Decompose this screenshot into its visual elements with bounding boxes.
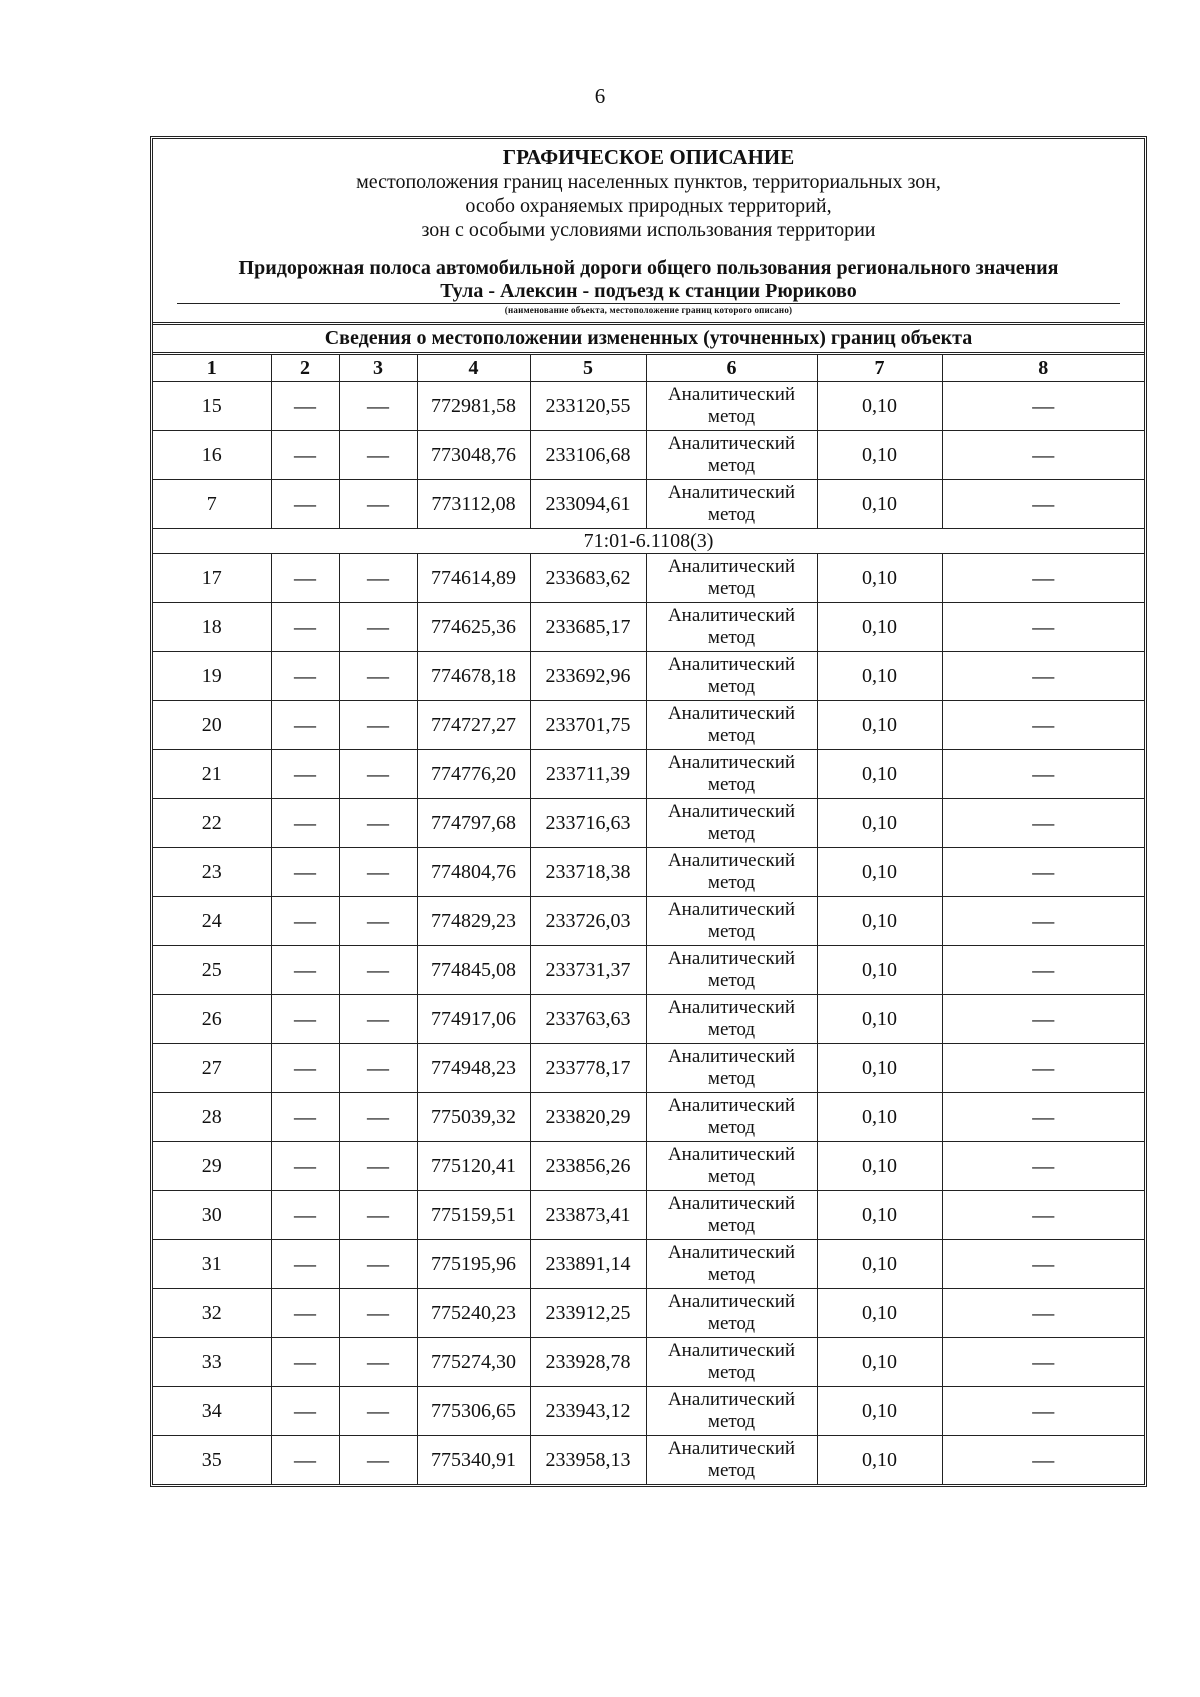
coord-x-cell: 774727,27 <box>417 701 530 750</box>
coord-x-cell: 774829,23 <box>417 897 530 946</box>
table-row <box>153 1044 1144 1093</box>
point-number-cell: 18 <box>153 603 271 652</box>
subtitle-line: зон с особыми условиями использования территории <box>421 219 876 241</box>
col-8-cell: — <box>942 1338 1144 1387</box>
coord-y-cell: 233701,75 <box>530 701 646 750</box>
col-8-cell: — <box>942 946 1144 995</box>
col-3-cell: — <box>339 897 417 946</box>
coordinates-table <box>153 352 1144 1484</box>
table-row <box>153 946 1144 995</box>
method-cell: Аналитический метод <box>646 603 817 652</box>
col-2-cell: — <box>271 897 339 946</box>
table-row <box>153 1191 1144 1240</box>
col-2-cell: — <box>271 1338 339 1387</box>
col-8-cell: — <box>942 799 1144 848</box>
coord-x-cell: 775274,30 <box>417 1338 530 1387</box>
method-cell: Аналитический метод <box>646 554 817 603</box>
table-row <box>153 382 1144 431</box>
method-cell: Аналитический метод <box>646 1436 817 1485</box>
table-header-row <box>153 354 1144 382</box>
point-number-cell: 19 <box>153 652 271 701</box>
col-2-cell: — <box>271 1387 339 1436</box>
precision-cell: 0,10 <box>817 1387 942 1436</box>
coord-y-cell: 233928,78 <box>530 1338 646 1387</box>
col-8-cell: — <box>942 701 1144 750</box>
col-3-cell: — <box>339 799 417 848</box>
coord-x-cell: 775039,32 <box>417 1093 530 1142</box>
point-number-cell: 32 <box>153 1289 271 1338</box>
table-row <box>153 799 1144 848</box>
precision-cell: 0,10 <box>817 946 942 995</box>
col-3-cell: — <box>339 750 417 799</box>
precision-cell: 0,10 <box>817 603 942 652</box>
coord-x-cell: 774797,68 <box>417 799 530 848</box>
col-8-cell: — <box>942 1240 1144 1289</box>
object-name-line1: Придорожная полоса автомобильной дороги общего пользования регионального значения <box>238 257 1059 279</box>
coord-y-cell: 233820,29 <box>530 1093 646 1142</box>
col-2-cell: — <box>271 701 339 750</box>
col-2-cell: — <box>271 995 339 1044</box>
method-cell: Аналитический метод <box>646 1142 817 1191</box>
precision-cell: 0,10 <box>817 1436 942 1485</box>
precision-cell: 0,10 <box>817 1191 942 1240</box>
point-number-cell: 29 <box>153 1142 271 1191</box>
table-row <box>153 480 1144 529</box>
coord-x-cell: 774845,08 <box>417 946 530 995</box>
coord-x-cell: 774917,06 <box>417 995 530 1044</box>
coord-x-cell: 774948,23 <box>417 1044 530 1093</box>
point-number-cell: 34 <box>153 1387 271 1436</box>
col-2-cell: — <box>271 431 339 480</box>
col-8-cell: — <box>942 1436 1144 1485</box>
col-3-cell: — <box>339 1338 417 1387</box>
table-row <box>153 652 1144 701</box>
coord-x-cell: 775240,23 <box>417 1289 530 1338</box>
method-cell: Аналитический метод <box>646 1387 817 1436</box>
group-label: 71:01-6.1108(3) <box>153 529 1144 554</box>
coord-x-cell: 774678,18 <box>417 652 530 701</box>
method-cell: Аналитический метод <box>646 1191 817 1240</box>
table-row <box>153 1142 1144 1191</box>
table-row <box>153 1387 1144 1436</box>
col-3-cell: — <box>339 1191 417 1240</box>
column-header: 7 <box>817 354 942 382</box>
coord-y-cell: 233726,03 <box>530 897 646 946</box>
table-row <box>153 1338 1144 1387</box>
point-number-cell: 22 <box>153 799 271 848</box>
precision-cell: 0,10 <box>817 1338 942 1387</box>
col-2-cell: — <box>271 1142 339 1191</box>
column-header: 8 <box>942 354 1144 382</box>
coord-y-cell: 233106,68 <box>530 431 646 480</box>
page-number: 6 <box>594 84 606 108</box>
coord-x-cell: 774625,36 <box>417 603 530 652</box>
method-cell: Аналитический метод <box>646 995 817 1044</box>
col-3-cell: — <box>339 1289 417 1338</box>
coord-y-cell: 233683,62 <box>530 554 646 603</box>
method-cell: Аналитический метод <box>646 946 817 995</box>
col-8-cell: — <box>942 603 1144 652</box>
method-cell: Аналитический метод <box>646 1093 817 1142</box>
col-8-cell: — <box>942 480 1144 529</box>
method-cell: Аналитический метод <box>646 1240 817 1289</box>
method-cell: Аналитический метод <box>646 1338 817 1387</box>
coord-y-cell: 233873,41 <box>530 1191 646 1240</box>
col-8-cell: — <box>942 1289 1144 1338</box>
col-3-cell: — <box>339 554 417 603</box>
col-3-cell: — <box>339 480 417 529</box>
table-row <box>153 1240 1144 1289</box>
table-row <box>153 1093 1144 1142</box>
coord-y-cell: 233856,26 <box>530 1142 646 1191</box>
table-row <box>153 431 1144 480</box>
col-8-cell: — <box>942 848 1144 897</box>
table-body <box>153 382 1144 1485</box>
method-cell: Аналитический метод <box>646 480 817 529</box>
precision-cell: 0,10 <box>817 652 942 701</box>
precision-cell: 0,10 <box>817 1142 942 1191</box>
point-number-cell: 33 <box>153 1338 271 1387</box>
precision-cell: 0,10 <box>817 1289 942 1338</box>
coord-x-cell: 775306,65 <box>417 1387 530 1436</box>
precision-cell: 0,10 <box>817 554 942 603</box>
document-frame <box>150 136 1147 1487</box>
col-8-cell: — <box>942 652 1144 701</box>
method-cell: Аналитический метод <box>646 382 817 431</box>
column-header: 1 <box>153 354 271 382</box>
col-2-cell: — <box>271 1240 339 1289</box>
group-row <box>153 529 1144 554</box>
col-3-cell: — <box>339 701 417 750</box>
point-number-cell: 35 <box>153 1436 271 1485</box>
coord-y-cell: 233763,63 <box>530 995 646 1044</box>
document-header <box>153 139 1144 322</box>
col-8-cell: — <box>942 1044 1144 1093</box>
precision-cell: 0,10 <box>817 382 942 431</box>
column-header: 4 <box>417 354 530 382</box>
col-3-cell: — <box>339 1044 417 1093</box>
table-row <box>153 897 1144 946</box>
col-2-cell: — <box>271 554 339 603</box>
coord-y-cell: 233685,17 <box>530 603 646 652</box>
point-number-cell: 21 <box>153 750 271 799</box>
col-3-cell: — <box>339 1142 417 1191</box>
table-row <box>153 848 1144 897</box>
column-header: 5 <box>530 354 646 382</box>
point-number-cell: 17 <box>153 554 271 603</box>
point-number-cell: 31 <box>153 1240 271 1289</box>
col-2-cell: — <box>271 1436 339 1485</box>
coord-x-cell: 772981,58 <box>417 382 530 431</box>
precision-cell: 0,10 <box>817 897 942 946</box>
column-header: 6 <box>646 354 817 382</box>
col-2-cell: — <box>271 603 339 652</box>
point-number-cell: 15 <box>153 382 271 431</box>
coord-y-cell: 233716,63 <box>530 799 646 848</box>
document-title: ГРАФИЧЕСКОЕ ОПИСАНИЕ <box>502 145 795 169</box>
method-cell: Аналитический метод <box>646 1044 817 1093</box>
point-number-cell: 16 <box>153 431 271 480</box>
col-3-cell: — <box>339 1093 417 1142</box>
table-row <box>153 1436 1144 1485</box>
subtitle-line: особо охраняемых природных территорий, <box>465 195 832 217</box>
col-2-cell: — <box>271 750 339 799</box>
col-3-cell: — <box>339 652 417 701</box>
method-cell: Аналитический метод <box>646 897 817 946</box>
col-3-cell: — <box>339 848 417 897</box>
coord-y-cell: 233120,55 <box>530 382 646 431</box>
col-2-cell: — <box>271 946 339 995</box>
coord-x-cell: 774776,20 <box>417 750 530 799</box>
precision-cell: 0,10 <box>817 701 942 750</box>
col-8-cell: — <box>942 1093 1144 1142</box>
table-row <box>153 603 1144 652</box>
method-cell: Аналитический метод <box>646 701 817 750</box>
subtitle-line: местоположения границ населенных пунктов, территориальных зон, <box>356 171 941 193</box>
point-number-cell: 30 <box>153 1191 271 1240</box>
col-8-cell: — <box>942 897 1144 946</box>
coord-x-cell: 774804,76 <box>417 848 530 897</box>
coord-y-cell: 233692,96 <box>530 652 646 701</box>
col-8-cell: — <box>942 431 1144 480</box>
col-2-cell: — <box>271 848 339 897</box>
method-cell: Аналитический метод <box>646 799 817 848</box>
coord-y-cell: 233731,37 <box>530 946 646 995</box>
point-number-cell: 20 <box>153 701 271 750</box>
col-3-cell: — <box>339 1240 417 1289</box>
precision-cell: 0,10 <box>817 1044 942 1093</box>
point-number-cell: 26 <box>153 995 271 1044</box>
precision-cell: 0,10 <box>817 750 942 799</box>
col-3-cell: — <box>339 946 417 995</box>
col-2-cell: — <box>271 1191 339 1240</box>
precision-cell: 0,10 <box>817 1240 942 1289</box>
method-cell: Аналитический метод <box>646 431 817 480</box>
col-8-cell: — <box>942 1142 1144 1191</box>
col-2-cell: — <box>271 652 339 701</box>
col-3-cell: — <box>339 382 417 431</box>
col-2-cell: — <box>271 1093 339 1142</box>
col-3-cell: — <box>339 1387 417 1436</box>
col-8-cell: — <box>942 1387 1144 1436</box>
coord-x-cell: 773112,08 <box>417 480 530 529</box>
object-name-line2: Тула - Алексин - подъезд к станции Рюриково <box>177 280 1120 304</box>
coord-y-cell: 233711,39 <box>530 750 646 799</box>
col-2-cell: — <box>271 799 339 848</box>
precision-cell: 0,10 <box>817 848 942 897</box>
col-3-cell: — <box>339 995 417 1044</box>
coord-x-cell: 775340,91 <box>417 1436 530 1485</box>
col-8-cell: — <box>942 382 1144 431</box>
col-2-cell: — <box>271 480 339 529</box>
coord-y-cell: 233958,13 <box>530 1436 646 1485</box>
coord-y-cell: 233094,61 <box>530 480 646 529</box>
col-8-cell: — <box>942 1191 1144 1240</box>
column-header: 3 <box>339 354 417 382</box>
point-number-cell: 23 <box>153 848 271 897</box>
table-row <box>153 750 1144 799</box>
coord-x-cell: 773048,76 <box>417 431 530 480</box>
coord-y-cell: 233778,17 <box>530 1044 646 1093</box>
precision-cell: 0,10 <box>817 1093 942 1142</box>
precision-cell: 0,10 <box>817 995 942 1044</box>
coord-x-cell: 775120,41 <box>417 1142 530 1191</box>
point-number-cell: 25 <box>153 946 271 995</box>
column-header: 2 <box>271 354 339 382</box>
col-3-cell: — <box>339 603 417 652</box>
col-2-cell: — <box>271 1289 339 1338</box>
precision-cell: 0,10 <box>817 431 942 480</box>
col-8-cell: — <box>942 995 1144 1044</box>
coord-y-cell: 233718,38 <box>530 848 646 897</box>
col-3-cell: — <box>339 1436 417 1485</box>
section-title: Сведения о местоположении измененных (уточненных) границ объекта <box>153 322 1144 352</box>
method-cell: Аналитический метод <box>646 848 817 897</box>
object-caption: (наименование объекта, местоположение границ которого описано) <box>504 305 793 315</box>
point-number-cell: 28 <box>153 1093 271 1142</box>
method-cell: Аналитический метод <box>646 1289 817 1338</box>
coord-x-cell: 775195,96 <box>417 1240 530 1289</box>
method-cell: Аналитический метод <box>646 652 817 701</box>
precision-cell: 0,10 <box>817 799 942 848</box>
col-8-cell: — <box>942 554 1144 603</box>
table-row <box>153 995 1144 1044</box>
table-row <box>153 1289 1144 1338</box>
coord-y-cell: 233912,25 <box>530 1289 646 1338</box>
col-8-cell: — <box>942 750 1144 799</box>
col-2-cell: — <box>271 1044 339 1093</box>
coord-x-cell: 774614,89 <box>417 554 530 603</box>
point-number-cell: 27 <box>153 1044 271 1093</box>
table-row <box>153 554 1144 603</box>
coord-y-cell: 233891,14 <box>530 1240 646 1289</box>
coord-y-cell: 233943,12 <box>530 1387 646 1436</box>
precision-cell: 0,10 <box>817 480 942 529</box>
coord-x-cell: 775159,51 <box>417 1191 530 1240</box>
col-2-cell: — <box>271 382 339 431</box>
table-row <box>153 701 1144 750</box>
method-cell: Аналитический метод <box>646 750 817 799</box>
point-number-cell: 24 <box>153 897 271 946</box>
point-number-cell: 7 <box>153 480 271 529</box>
col-3-cell: — <box>339 431 417 480</box>
